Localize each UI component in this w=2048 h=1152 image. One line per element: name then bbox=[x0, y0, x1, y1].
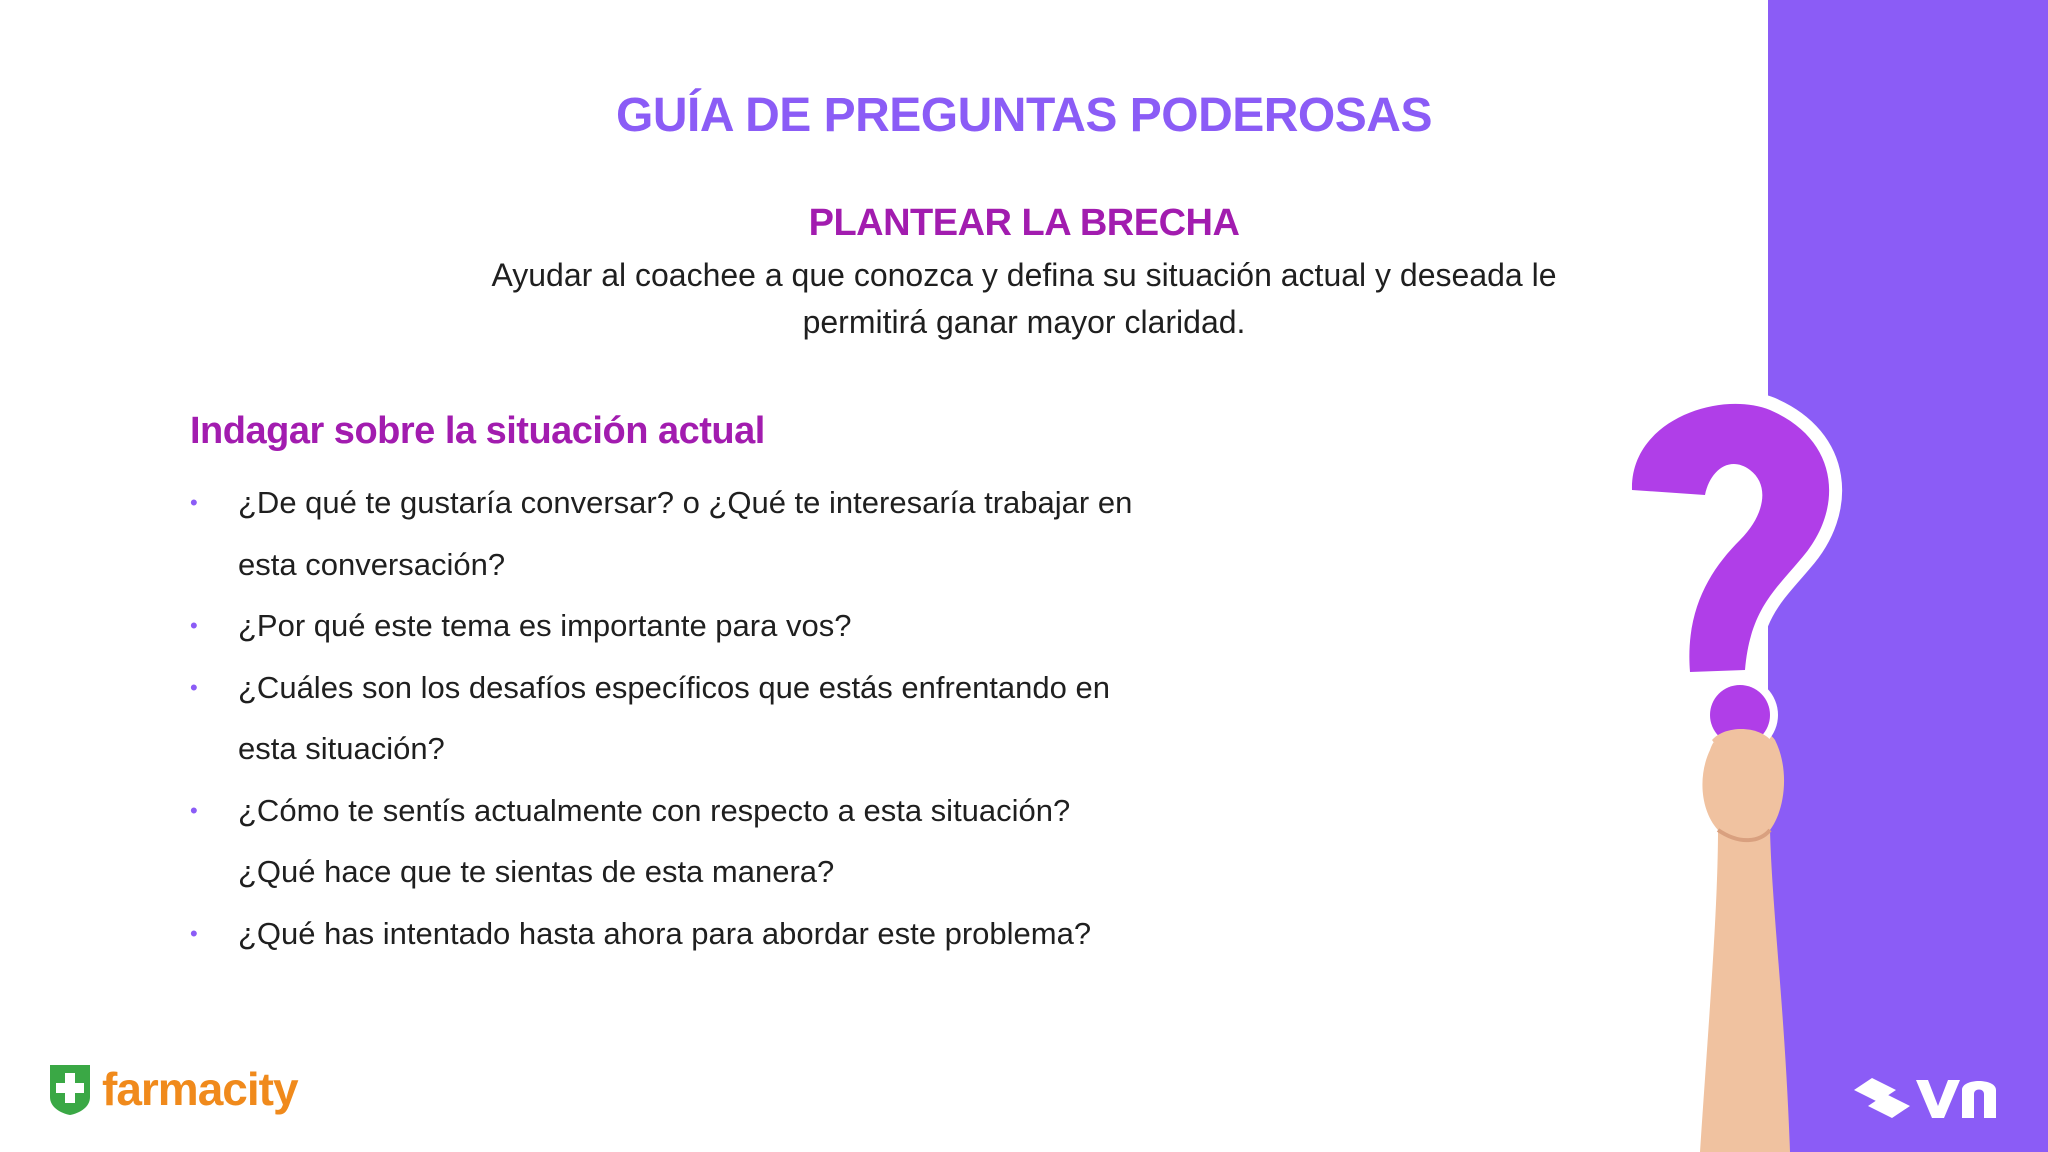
question-list bbox=[190, 472, 1240, 964]
bullet-icon: • bbox=[190, 613, 198, 638]
question-item bbox=[190, 780, 1240, 903]
bullet-icon: • bbox=[190, 674, 198, 700]
question-text: ¿Cómo te sentís actualmente con respecto a esta situación? bbox=[238, 792, 1071, 828]
question-text-cont: ¿Qué hace que te sientas de esta manera? bbox=[238, 854, 835, 889]
page-description bbox=[440, 252, 1608, 346]
question-item bbox=[190, 657, 1240, 780]
cross-shield-icon bbox=[46, 1061, 94, 1117]
farmacity-logo-text: farmacity bbox=[102, 1063, 298, 1115]
vn-logo bbox=[1850, 1068, 2000, 1124]
bullet-icon: • bbox=[190, 490, 198, 515]
page-title: GUÍA DE PREGUNTAS PODEROSAS bbox=[616, 89, 1432, 142]
page-subtitle: PLANTEAR LA BRECHA bbox=[808, 202, 1240, 244]
question-mark-hand-icon bbox=[1600, 390, 1900, 1152]
question-text-cont: esta situación? bbox=[238, 731, 445, 766]
section-heading: Indagar sobre la situación actual bbox=[190, 410, 765, 452]
farmacity-logo bbox=[46, 1058, 298, 1120]
description-line-2: permitirá ganar mayor claridad. bbox=[802, 304, 1246, 340]
question-text-cont: esta conversación? bbox=[238, 546, 506, 582]
bullet-icon: • bbox=[190, 920, 198, 946]
bullet-icon: • bbox=[190, 797, 198, 823]
question-text: ¿Qué has intentado hasta ahora para abordar este problema? bbox=[238, 915, 1092, 951]
description-line-1: Ayudar al coachee a que conozca y defina su situación actual y deseada le bbox=[491, 257, 1557, 293]
question-text: ¿De qué te gustaría conversar? o ¿Qué te interesaría trabajar en bbox=[238, 485, 1133, 520]
question-item bbox=[190, 595, 1240, 657]
question-text: ¿Cuáles son los desafíos específicos que estás enfrentando en bbox=[238, 669, 1110, 705]
question-item bbox=[190, 903, 1240, 965]
question-item bbox=[190, 472, 1240, 595]
question-text: ¿Por qué este tema es importante para vos? bbox=[238, 608, 852, 643]
